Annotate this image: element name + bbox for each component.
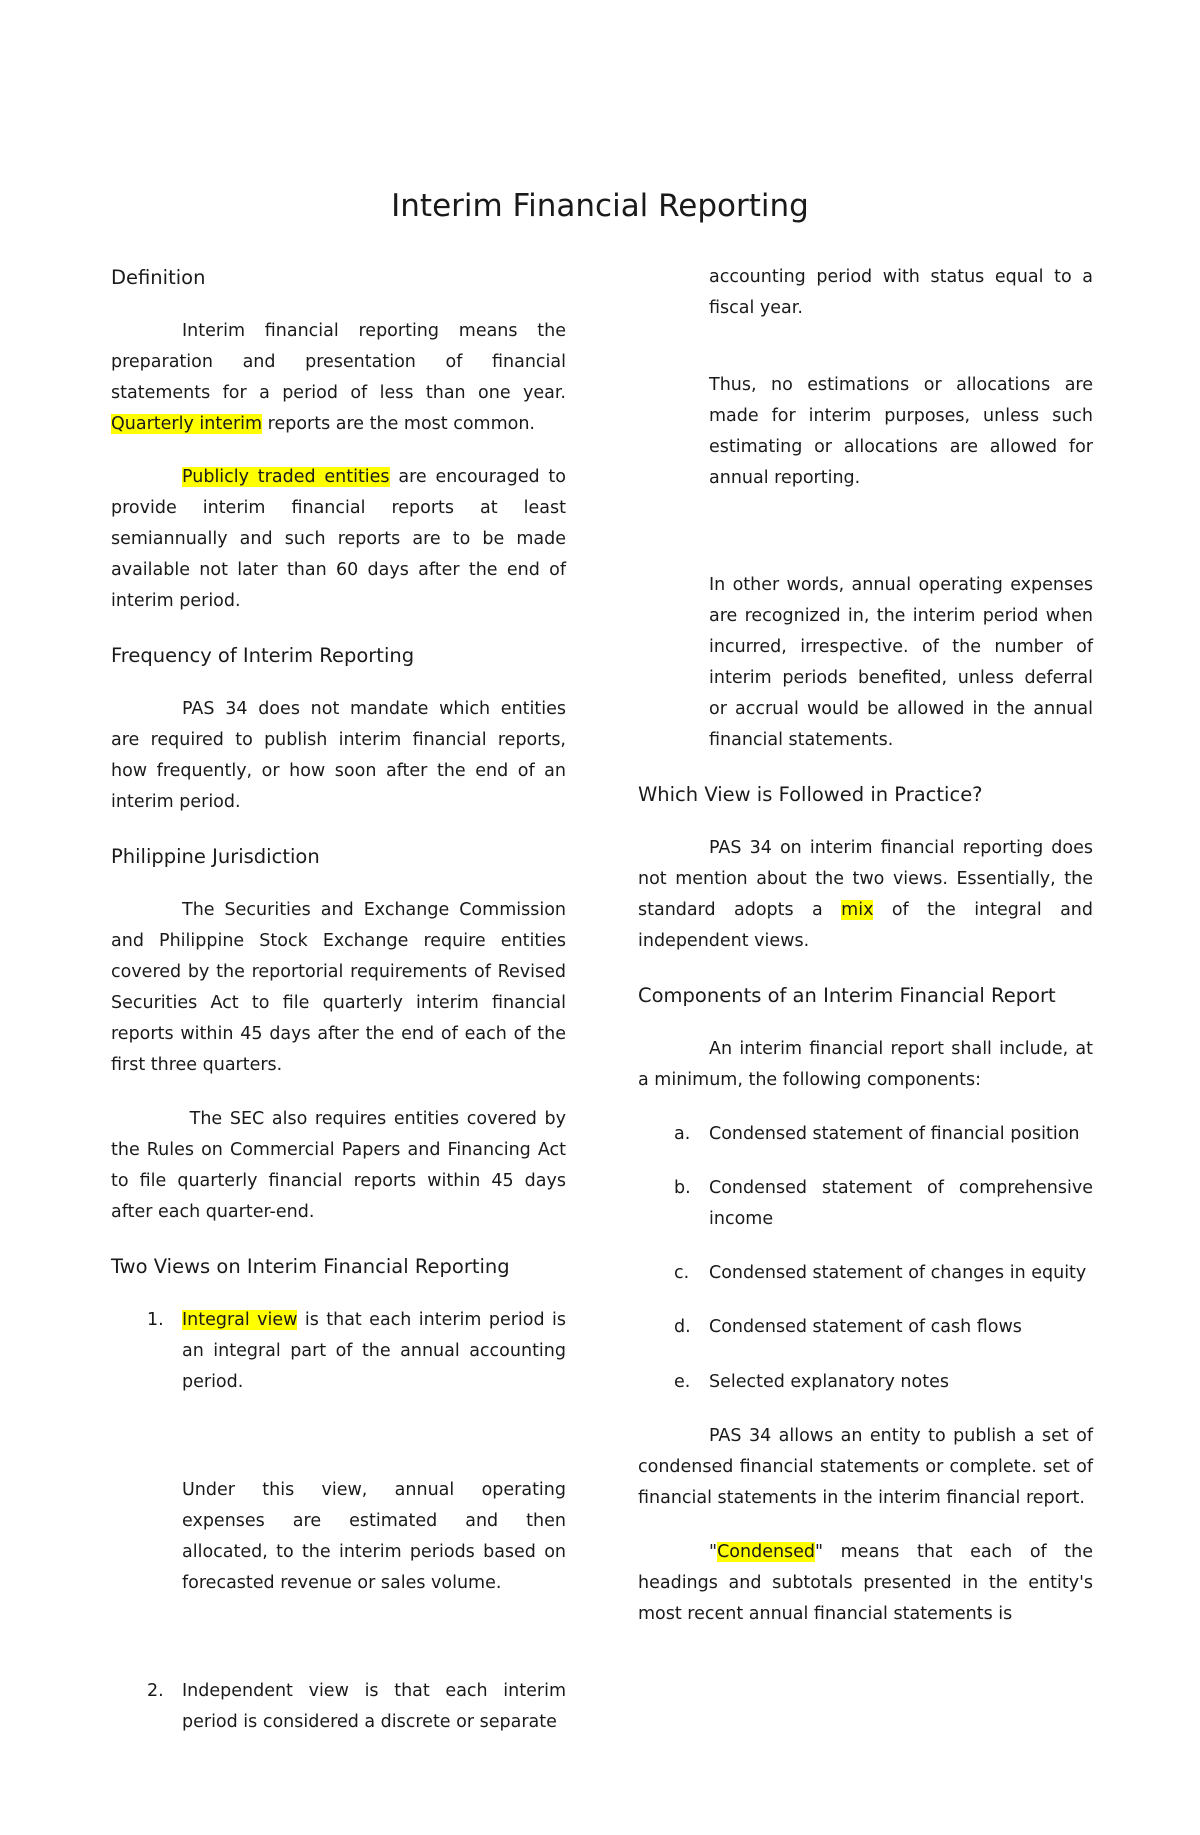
paragraph-frequency: PAS 34 does not mandate which entities are required to publish interim financial reports, how frequently, or how soon after the end of an interim period.: [111, 699, 566, 812]
list-item: c. Condensed statement of changes in equity: [674, 1263, 1087, 1283]
highlight-publicly-traded: Publicly traded entities: [182, 467, 390, 487]
heading-definition: Definition: [111, 266, 206, 289]
page-title: Interim Financial Reporting: [391, 188, 809, 224]
list-item: b. Condensed statement of comprehensive income: [674, 1178, 1093, 1229]
paragraph-condensed: "Condensed" means that each of the headings and subtotals presented in the entity's most recent annual financial statements is: [638, 1542, 1093, 1624]
list-item-independent-view: 2. Independent view is that each interim period is considered a discrete or separate: [147, 1681, 566, 1732]
paragraph-components-intro: An interim financial report shall include, at a minimum, the following components:: [638, 1039, 1093, 1090]
paragraph-independent-sub-2: In other words, annual operating expenses are recognized in, the interim period when incurred, irrespective. of the number of interim periods benefited, unless deferral or accrual would be allowed in the annual financial statements.: [709, 575, 1093, 750]
heading-frequency: Frequency of Interim Reporting: [111, 644, 415, 667]
paragraph-pas34-allows: PAS 34 allows an entity to publish a set of condensed financial statements or complete. set of financial statements in the interim financial report.: [638, 1426, 1093, 1508]
heading-components: Components of an Interim Financial Report: [638, 984, 1056, 1007]
highlight-integral-view: Integral view: [182, 1310, 298, 1330]
components-list: [638, 1119, 1093, 1398]
heading-jurisdiction: Philippine Jurisdiction: [111, 845, 320, 868]
two-views-list: [111, 1305, 566, 1398]
paragraph-integral-sub: Under this view, annual operating expenses are estimated and then allocated, to the interim periods based on forecasted revenue or sales volume.: [182, 1480, 566, 1593]
list-item-integral-view: 1. Integral view is that each interim period is an integral part of the annual accounting period.: [147, 1310, 566, 1392]
list-item: a. Condensed statement of financial position: [674, 1124, 1080, 1144]
paragraph-definition-2: Publicly traded entities are encouraged to provide interim financial reports at least semiannually and such reports are to be made available not later than 60 days after the end of interim period.: [111, 467, 566, 611]
heading-practice: Which View is Followed in Practice?: [638, 783, 983, 806]
paragraph-definition-1: Interim financial reporting means the preparation and presentation of financial statements for a period of less than one year. Quarterly interim reports are the most common.: [111, 321, 566, 434]
paragraph-jurisdiction-1: The Securities and Exchange Commission and Philippine Stock Exchange require entities covered by the reportorial requirements of Revised Securities Act to file quarterly interim financial reports within 45 days after the end of each of the first three quarters.: [111, 900, 566, 1075]
paragraph-independent-cont: accounting period with status equal to a fiscal year.: [709, 267, 1093, 318]
left-column: [111, 262, 572, 1738]
highlight-mix: mix: [841, 900, 874, 920]
highlight-condensed: Condensed: [717, 1542, 816, 1562]
right-column: [638, 262, 1093, 1630]
paragraph-jurisdiction-2: The SEC also requires entities covered by the Rules on Commercial Papers and Financing Act to file quarterly financial reports within 45 days after each quarter-end.: [111, 1109, 572, 1222]
paragraph-independent-sub-1: Thus, no estimations or allocations are made for interim purposes, unless such estimating or allocations are allowed for annual reporting.: [709, 375, 1093, 488]
list-item: e. Selected explanatory notes: [674, 1372, 949, 1392]
heading-two-views: Two Views on Interim Financial Reporting: [111, 1255, 510, 1278]
highlight-quarterly-interim: Quarterly interim: [111, 414, 263, 434]
paragraph-practice: PAS 34 on interim financial reporting does not mention about the two views. Essentially, the standard adopts a mix of the integral and independent views.: [638, 838, 1094, 951]
list-item: d. Condensed statement of cash flows: [674, 1317, 1022, 1337]
two-views-list-2: [111, 1676, 566, 1738]
